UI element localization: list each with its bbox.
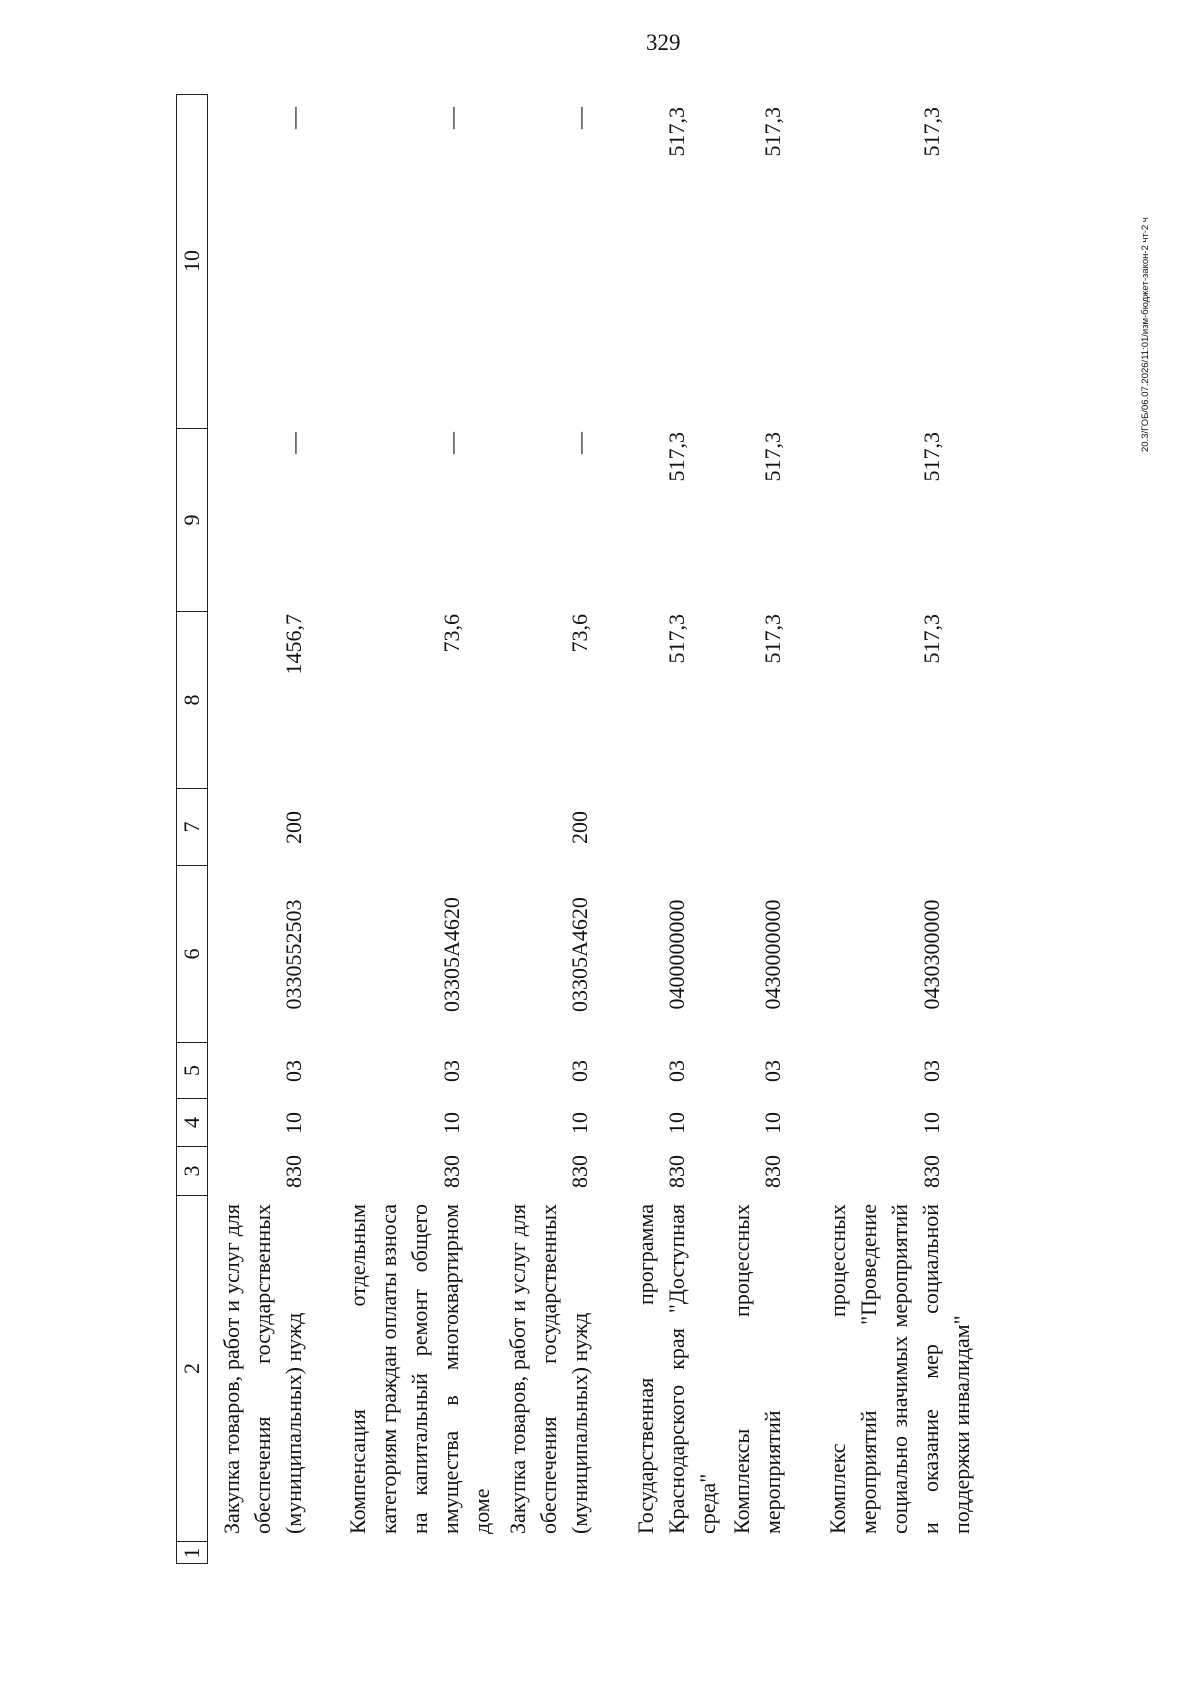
- cell-section: 10: [281, 1112, 306, 1134]
- cell-admin-code: 830: [760, 1155, 785, 1188]
- cell-amount-year3: 517,3: [664, 107, 689, 157]
- header-col-10: 10: [176, 94, 208, 429]
- cell-amount-year1: 73,6: [439, 614, 464, 653]
- header-col-7: 7: [176, 789, 208, 866]
- table-row: [342, 94, 494, 1564]
- row-description: Закупка товаров, работ и услуг для обеспечения государственных (муниципальных) нужд: [219, 1204, 306, 1534]
- header-col-4: 4: [176, 1099, 208, 1147]
- header-col-1: 1: [179, 1547, 204, 1559]
- cell-target-item: 0400000000: [664, 899, 689, 1010]
- cell-amount-year1: 517,3: [664, 614, 689, 664]
- header-col-5: 5: [176, 1043, 208, 1099]
- header-col-9: 9: [176, 429, 208, 612]
- header-col-8: 8: [176, 612, 208, 789]
- cell-amount-year3: 517,3: [919, 107, 944, 157]
- cell-subsection: 03: [664, 1060, 689, 1082]
- document-code: 20.3/ГОБ/06.07.2026/11:01/изм-бюджет-закон-2 чт-2 ч: [1140, 217, 1151, 452]
- table-row: [630, 94, 720, 1564]
- cell-target-item: 0330552503: [281, 899, 306, 1010]
- cell-subsection: 03: [567, 1060, 592, 1082]
- cell-target-item: 0430300000: [919, 899, 944, 1010]
- table-row: [726, 94, 790, 1564]
- cell-amount-year3: —: [281, 107, 306, 129]
- cell-amount-year3: —: [439, 107, 464, 129]
- page-number: 329: [646, 30, 681, 55]
- cell-admin-code: 830: [281, 1155, 306, 1188]
- cell-expense-type: 200: [567, 811, 592, 844]
- row-description: Комплекс процессных мероприятий "Проведение социально значимых мероприятий и оказание мер социальной поддержки инвалидам": [825, 1204, 974, 1534]
- cell-admin-code: 830: [664, 1155, 689, 1188]
- header-col-3: 3: [176, 1147, 208, 1196]
- cell-amount-year2: —: [567, 432, 592, 454]
- cell-target-item: 03305А4620: [567, 897, 592, 1012]
- cell-expense-type: 200: [281, 811, 306, 844]
- table-header-row: [176, 94, 208, 1564]
- cell-amount-year3: 517,3: [760, 107, 785, 157]
- cell-amount-year1: 517,3: [760, 614, 785, 664]
- cell-target-item: 0430000000: [760, 899, 785, 1010]
- cell-subsection: 03: [760, 1060, 785, 1082]
- cell-amount-year2: 517,3: [760, 432, 785, 482]
- budget-table: [176, 94, 1036, 1564]
- cell-amount-year3: —: [567, 107, 592, 129]
- cell-admin-code: 830: [439, 1155, 464, 1188]
- cell-section: 10: [439, 1112, 464, 1134]
- table-row: [822, 94, 974, 1564]
- cell-section: 10: [760, 1112, 785, 1134]
- cell-amount-year2: —: [281, 432, 306, 454]
- cell-section: 10: [664, 1112, 689, 1134]
- cell-admin-code: 830: [567, 1155, 592, 1188]
- cell-section: 10: [567, 1112, 592, 1134]
- cell-subsection: 03: [919, 1060, 944, 1082]
- row-description: Комплексы процессных мероприятий: [729, 1204, 785, 1534]
- cell-target-item: 03305А4620: [439, 897, 464, 1012]
- row-description: Компенсация отдельным категориям граждан оплаты взноса на капитальный ремонт общего имущества в многоквартирном доме: [345, 1204, 494, 1534]
- cell-section: 10: [919, 1112, 944, 1134]
- cell-amount-year1: 1456,7: [281, 614, 306, 675]
- cell-amount-year2: 517,3: [664, 432, 689, 482]
- table-row: [502, 94, 598, 1564]
- cell-admin-code: 830: [919, 1155, 944, 1188]
- header-col-2: 2: [176, 1196, 208, 1542]
- row-description: Закупка товаров, работ и услуг для обеспечения государственных (муниципальных) нужд: [505, 1204, 592, 1534]
- table-row: [216, 94, 312, 1564]
- row-description: Государственная программа Краснодарского края "Доступная среда": [633, 1204, 720, 1534]
- cell-amount-year1: 73,6: [567, 614, 592, 653]
- cell-amount-year1: 517,3: [919, 614, 944, 664]
- cell-subsection: 03: [281, 1060, 306, 1082]
- header-col-6: 6: [176, 866, 208, 1043]
- cell-subsection: 03: [439, 1060, 464, 1082]
- cell-amount-year2: —: [439, 432, 464, 454]
- cell-amount-year2: 517,3: [919, 432, 944, 482]
